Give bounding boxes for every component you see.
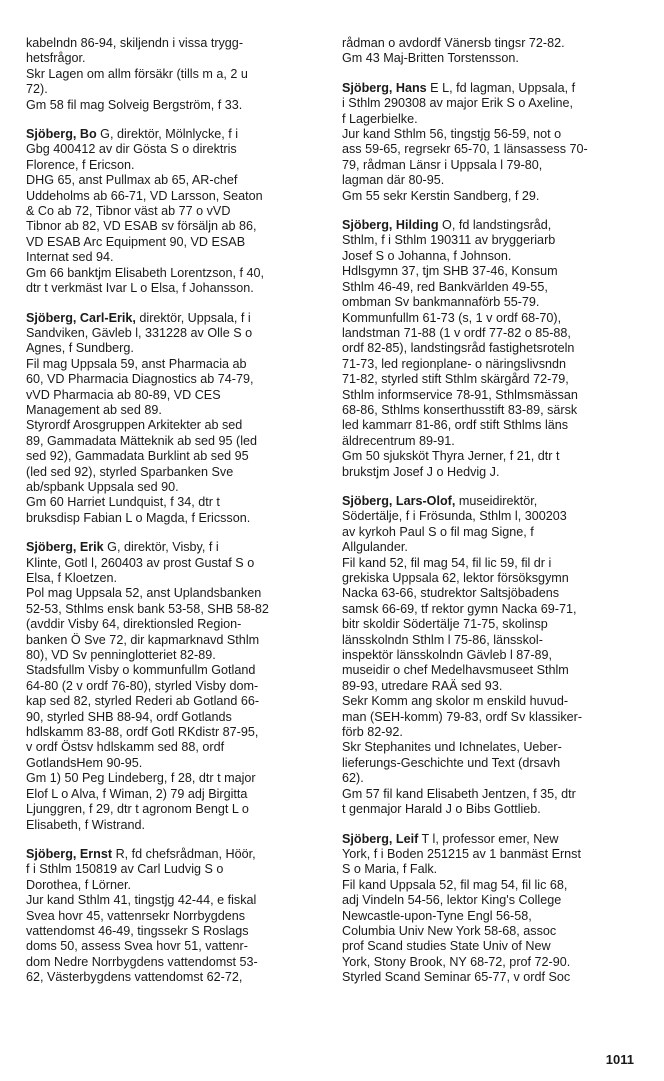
person-name: Sjöberg, Bo <box>26 127 97 142</box>
text-line: Stadsfullm Visby o kommunfullm Gotland <box>26 663 256 678</box>
entry-heading-line <box>26 311 326 326</box>
text-line: Sekr Komm ang skolor m enskild huvud- <box>342 694 569 709</box>
entry-heading-text: direktör, Uppsala, f i <box>135 310 251 325</box>
text-line: lagman där 80-95. <box>342 173 445 188</box>
right-column <box>342 36 642 1000</box>
entry-heading-line <box>342 494 642 509</box>
biography-entry <box>26 127 326 296</box>
biography-entry <box>342 81 642 204</box>
text-line: Dorothea, f Lörner. <box>26 877 132 892</box>
text-line: Hdlsgymn 37, tjm SHB 37-46, Konsum <box>342 264 558 279</box>
text-line: kap sed 82, styrled Rederi ab Gotland 66- <box>26 694 260 709</box>
text-line: Sthlm, f i Sthlm 190311 av bryggeriarb <box>342 233 556 248</box>
entry-heading-line <box>342 81 642 96</box>
text-line: Gm 55 sekr Kerstin Sandberg, f 29. <box>342 188 540 203</box>
text-line: VD ESAB Arc Equipment 90, VD ESAB <box>26 234 246 249</box>
text-line: 60, VD Pharmacia Diagnostics ab 74-79, <box>26 372 254 387</box>
text-line: Kommunfullm 61-73 (s, 1 v ordf 68-70), <box>342 310 562 325</box>
entry-heading-line <box>342 218 642 233</box>
text-line: Tibnor ab 82, VD ESAB sv försäljn ab 86, <box>26 219 257 234</box>
text-line: Josef S o Johanna, f Johnson. <box>342 248 512 263</box>
entry-heading-line <box>26 127 326 142</box>
text-line: bruksdisp Fabian L o Magda, f Ericsson. <box>26 510 251 525</box>
text-line: Klinte, Gotl l, 260403 av prost Gustaf S o <box>26 555 255 570</box>
text-line: Ljunggren, f 29, dtr t agronom Bengt L o <box>26 802 249 817</box>
text-line: Svea hovr 45, vattenrsekr Norrbygdens <box>26 908 246 923</box>
text-line: 68-86, Sthlms konserthusstift 83-89, särsk <box>342 402 578 417</box>
text-line: Nacka 63-66, studrektor Saltsjöbadens <box>342 586 560 601</box>
text-line: i Sthlm 290308 av major Erik S o Axeline, <box>342 96 573 111</box>
text-line: York, Stony Brook, NY 68-72, prof 72-90. <box>342 954 571 969</box>
text-line: Newcastle-upon-Tyne Engl 56-58, <box>342 908 532 923</box>
text-line: Management ab sed 89. <box>26 402 162 417</box>
text-line: 89, Gammadata Mätteknik ab sed 95 (led <box>26 433 258 448</box>
text-line: 71-73, led regionplane- o näringslivsndn <box>342 356 567 371</box>
text-line: förb 82-92. <box>342 725 403 740</box>
text-line: 89-93, utredare RAÄ sed 93. <box>342 678 503 693</box>
text-line: inspektör länsskolndn Gävleb l 87-89, <box>342 648 553 663</box>
text-line: led kammarr 81-86, ordf stift Sthlms läns <box>342 418 569 433</box>
text-line: t genmajor Harald J o Bibs Gottlieb. <box>342 802 541 817</box>
text-line: Gm 1) 50 Peg Lindeberg, f 28, dtr t major <box>26 771 256 786</box>
person-name: Sjöberg, Erik <box>26 540 104 555</box>
text-line: Gbg 400412 av dir Gösta S o direktris <box>26 142 237 157</box>
biography-entry <box>342 494 642 818</box>
text-line: Gm 66 banktjm Elisabeth Lorentzson, f 40, <box>26 265 265 280</box>
text-line: bitr skoldir Södertälje 71-75, skolinsp <box>342 617 548 632</box>
biography-entry <box>342 832 642 986</box>
text-line: GotlandsHem 90-95. <box>26 755 143 770</box>
text-line: Sthlm informservice 78-91, Sthlmsmässan <box>342 387 578 402</box>
text-line: Skr Stephanites und Ichnelates, Ueber- <box>342 740 562 755</box>
person-name: Sjöberg, Ernst <box>26 846 113 861</box>
text-line: museidir o chef Medelhavsmuseet Sthlm <box>342 663 569 678</box>
text-line: & Co ab 72, Tibnor väst ab 77 o vVD <box>26 204 231 219</box>
entry-heading-text: G, direktör, Visby, f i <box>103 540 219 555</box>
text-line: 90, styrled SHB 88-94, ordf Gotlands <box>26 709 232 724</box>
text-line: banken Ö Sve 72, dir kapmarknavd Sthlm <box>26 632 260 647</box>
text-line: Skr Lagen om allm försäkr (tills m a, 2 u <box>26 66 248 81</box>
text-line: Styrled Scand Seminar 65-77, v ordf Soc <box>342 970 571 985</box>
text-line: av kyrkoh Paul S o fil mag Signe, f <box>342 524 534 539</box>
text-line: 80), VD Sv penninglotteriet 82-89. <box>26 648 216 663</box>
text-line: 71-82, styrled stift Sthlm skärgård 72-79, <box>342 372 569 387</box>
left-column <box>26 36 326 1000</box>
text-line: v ordf Östsv hdlskamm sed 88, ordf <box>26 740 225 755</box>
person-name: Sjöberg, Hans <box>342 80 427 95</box>
continued-entry-text <box>26 36 326 113</box>
text-line: Florence, f Ericson. <box>26 157 135 172</box>
text-line: Fil mag Uppsala 59, anst Pharmacia ab <box>26 356 247 371</box>
text-line: doms 50, assess Svea hovr 51, vattenr- <box>26 939 248 954</box>
entry-heading-text: G, direktör, Mölnlycke, f i <box>96 127 239 142</box>
text-line: samsk 66-69, tf rektor gymn Nacka 69-71, <box>342 601 577 616</box>
text-line: Gm 60 Harriet Lundquist, f 34, dtr t <box>26 495 220 510</box>
entry-heading-line <box>26 540 326 555</box>
text-line: 79, rådman Länsr i Uppsala l 79-80, <box>342 157 543 172</box>
text-line: York, f i Boden 251215 av 1 banmäst Ernst <box>342 846 581 861</box>
entry-heading-line <box>342 832 642 847</box>
text-line: vVD Pharmacia ab 80-89, VD CES <box>26 387 221 402</box>
text-line: Columbia Univ New York 58-68, assoc <box>342 923 557 938</box>
text-line: Gm 57 fil kand Elisabeth Jentzen, f 35, dtr <box>342 786 576 801</box>
biography-entry <box>342 218 642 480</box>
text-line: ordf 82-85), landstingsråd fastighetsroteln <box>342 341 575 356</box>
text-line: ass 59-65, regrsekr 65-70, 1 länsassess 70- <box>342 142 588 157</box>
entry-heading-line <box>26 847 326 862</box>
text-line: (led sed 92), styrled Sparbanken Sve <box>26 464 234 479</box>
text-line: ab/spbank Uppsala sed 90. <box>26 479 179 494</box>
text-line: Internat sed 94. <box>26 250 114 265</box>
text-line: Agnes, f Sundberg. <box>26 341 134 356</box>
text-line: Gm 50 sjuksköt Thyra Jerner, f 21, dtr t <box>342 449 560 464</box>
entry-heading-text: O, fd landstingsråd, <box>438 218 552 233</box>
text-line: f Lagerbielke. <box>342 111 418 126</box>
text-line: dom Nedre Norrbygdens vattendomst 53- <box>26 954 258 969</box>
text-line: rådman o avdordf Vänersb tingsr 72-82. <box>342 36 565 50</box>
text-line: äldrecentrum 89-91. <box>342 433 455 448</box>
text-line: landstman 71-88 (1 v ordf 77-82 o 85-88, <box>342 325 571 340</box>
text-line: Sandviken, Gävleb l, 331228 av Olle S o <box>26 325 253 340</box>
text-line: vattendomst 46-49, tingssekr S Roslags <box>26 923 249 938</box>
text-line: 62). <box>342 771 364 786</box>
text-line: Fil kand Uppsala 52, fil mag 54, fil lic 68, <box>342 877 568 892</box>
person-name: Sjöberg, Carl-Erik, <box>26 310 136 325</box>
text-line: Uddeholms ab 66-71, VD Larsson, Seaton <box>26 188 263 203</box>
text-line: 62, Västerbygdens vattendomst 62-72, <box>26 970 243 985</box>
text-line: 72). <box>26 82 48 97</box>
page-number: 1011 <box>605 1052 634 1067</box>
text-line: Fil kand 52, fil mag 54, fil lic 59, fil dr i <box>342 555 552 570</box>
text-line: man (SEH-komm) 79-83, ordf Sv klassiker- <box>342 709 583 724</box>
text-line: DHG 65, anst Pullmax ab 65, AR-chef <box>26 173 238 188</box>
biography-entry <box>26 540 326 833</box>
person-name: Sjöberg, Leif <box>342 831 419 846</box>
text-line: Sthlm 46-49, red Bankvärlden 49-55, <box>342 279 548 294</box>
entry-heading-text: E L, fd lagman, Uppsala, f <box>426 80 576 95</box>
text-line: prof Scand studies State Univ of New <box>342 939 551 954</box>
text-line: 64-80 (2 v ordf 76-80), styrled Visby dom- <box>26 678 259 693</box>
text-line: 52-53, Sthlms ensk bank 53-58, SHB 58-82 <box>26 601 269 616</box>
text-line: Allgulander. <box>342 540 408 555</box>
text-line: Gm 43 Maj-Britten Torstensson. <box>342 51 519 66</box>
text-line: Elof L o Alva, f Wiman, 2) 79 adj Birgitta <box>26 786 248 801</box>
text-line: Gm 58 fil mag Solveig Bergström, f 33. <box>26 97 243 112</box>
text-line: (avddir Visby 64, direktionsled Region- <box>26 617 242 632</box>
text-line: brukstjm Josef J o Hedvig J. <box>342 464 500 479</box>
text-line: f i Sthlm 150819 av Carl Ludvig S o <box>26 862 224 877</box>
person-name: Sjöberg, Hilding <box>342 218 439 233</box>
text-line: dtr t verkmäst Ivar L o Elsa, f Johansson. <box>26 281 254 296</box>
text-line: kabelndn 86-94, skiljendn i vissa trygg- <box>26 36 244 50</box>
text-line: Pol mag Uppsala 52, anst Uplandsbanken <box>26 586 262 601</box>
biography-entry <box>26 847 326 986</box>
text-line: lieferungs-Geschichte und Text (drsavh <box>342 755 561 770</box>
person-name: Sjöberg, Lars-Olof, <box>342 493 456 508</box>
text-line: grekiska Uppsala 62, lektor försöksgymn <box>342 571 569 585</box>
text-line: adj Vindeln 54-56, lektor King's College <box>342 893 562 908</box>
biography-entry <box>26 311 326 527</box>
text-line: hetsfrågor. <box>26 51 86 66</box>
text-line: Södertälje, f i Frösunda, Sthlm l, 300203 <box>342 509 567 524</box>
entry-heading-text: T l, professor emer, New <box>418 831 559 846</box>
entry-heading-text: R, fd chefsrådman, Höör, <box>112 846 256 861</box>
entry-heading-text: museidirektör, <box>455 493 538 508</box>
text-line: sed 92), Gammadata Burklint ab sed 95 <box>26 449 249 464</box>
text-line: ombman Sv bankmannaförb 55-79. <box>342 295 540 310</box>
text-line: S o Maria, f Falk. <box>342 862 438 877</box>
text-line: Elisabeth, f Wistrand. <box>26 817 145 832</box>
text-line: Elsa, f Kloetzen. <box>26 571 118 585</box>
text-line: hdlskamm 83-88, ordf Gotl RKdistr 87-95, <box>26 725 259 740</box>
text-line: Styrordf Arosgruppen Arkitekter ab sed <box>26 418 243 433</box>
text-line: Jur kand Sthlm 41, tingstjg 42-44, e fiskal <box>26 893 257 908</box>
text-line: Jur kand Sthlm 56, tingstjg 56-59, not o <box>342 127 562 142</box>
continued-entry-text <box>342 36 642 67</box>
text-line: länsskolndn Sthlm l 75-86, länsskol- <box>342 632 543 647</box>
